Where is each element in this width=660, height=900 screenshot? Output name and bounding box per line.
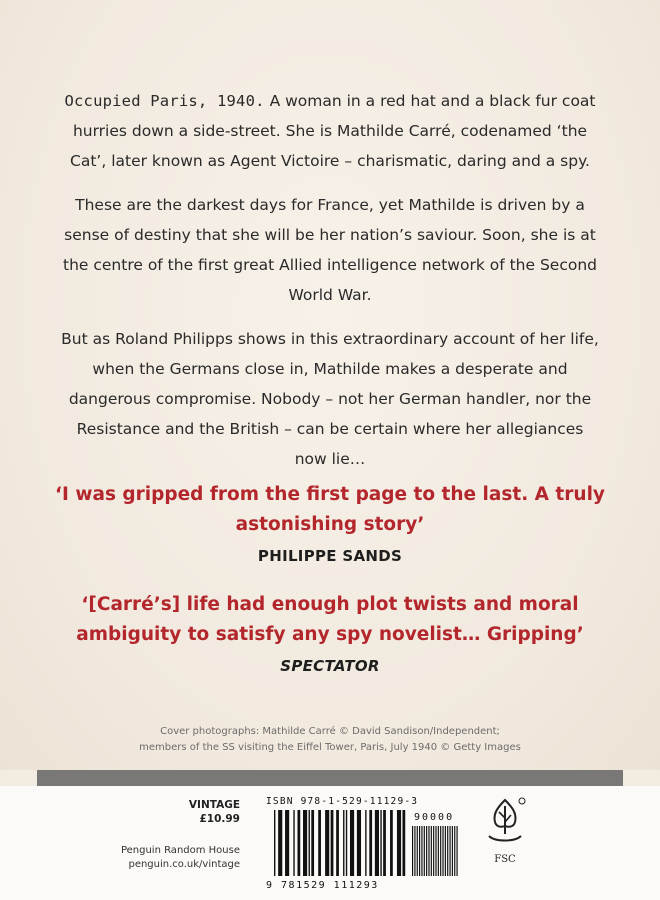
price: £10.99 <box>199 813 240 825</box>
credits-line-2: members of the SS visiting the Eiffel Tower, Paris, July 1940 © Getty Images <box>139 742 521 753</box>
publisher-block <box>121 844 240 872</box>
quote-2-source: SPECTATOR <box>280 657 380 675</box>
fsc-logo <box>480 796 530 865</box>
photo-credits <box>40 724 620 756</box>
ean-barcode-icon <box>274 810 408 880</box>
blurb-paragraph-3: But as Roland Philipps shows in this extraordinary account of her life, when the Germans close in, Mathilde makes a desperate and dangerous compromise. Nobody – not her German handler, nor the Resistance and the British – can be certain where her allegiances now lie… <box>61 330 599 468</box>
barcode <box>266 796 466 896</box>
fsc-label: FSC <box>494 854 516 865</box>
fsc-tree-icon <box>483 796 527 848</box>
quote-1-source: PHILIPPE SANDS <box>257 547 403 565</box>
addon-number: 90000 <box>414 812 455 823</box>
quote-1-text: ‘I was gripped from the first page to the last. A truly astonishing story’ <box>55 484 605 535</box>
divider-band <box>37 770 623 786</box>
publisher-url: penguin.co.uk/vintage <box>128 859 240 870</box>
imprint-block <box>189 798 240 826</box>
ean-number: 9 781529 111293 <box>266 880 379 891</box>
publisher-house: Penguin Random House <box>120 845 240 856</box>
quote-2-text: ‘[Carré’s] life had enough plot twists and moral ambiguity to satisfy any spy novelist… Gripping’ <box>76 594 584 645</box>
imprint-name: VINTAGE <box>188 799 240 811</box>
blurb-lead: Occupied Paris, 1940. <box>64 92 265 110</box>
blurb <box>60 86 600 488</box>
credits-line-1: Cover photographs: Mathilde Carré © David Sandison/Independent; <box>160 726 500 737</box>
review-quotes <box>40 480 620 700</box>
barcode-panel <box>0 786 660 900</box>
addon-barcode-icon <box>412 826 462 880</box>
isbn-text: ISBN 978-1-529-11129-3 <box>266 796 419 807</box>
blurb-paragraph-1 <box>60 86 600 176</box>
blurb-paragraph-2: These are the darkest days for France, yet Mathilde is driven by a sense of destiny that she will be her nation’s saviour. Soon, she is at the centre of the first great Allied intelligence network of the Second World War. <box>63 196 597 304</box>
blurb-p1-text: A woman in a red hat and a black fur coat hurries down a side-street. She is Mathilde Carré, codenamed ‘the Cat’, later known as Agent Victoire – charismatic, daring and a spy. <box>70 92 596 170</box>
